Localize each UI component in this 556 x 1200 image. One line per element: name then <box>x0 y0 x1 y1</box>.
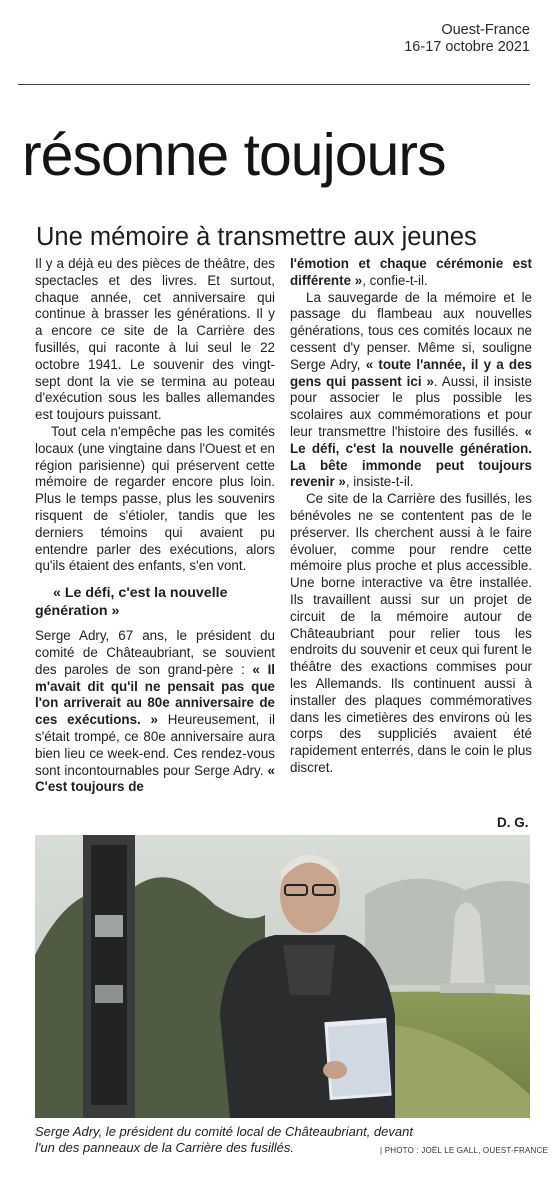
author-signature: D. G. <box>497 815 529 830</box>
photo-caption: Serge Adry, le président du comité local de Châteaubriant, devant l'un des panneaux de la Carrière des fusillés. <box>35 1124 413 1155</box>
photo-credit: | PHOTO : JOËL LE GALL, OUEST-FRANCE <box>380 1146 548 1155</box>
subheadline: Une mémoire à transmettre aux jeunes <box>36 223 477 251</box>
text-run: , confie-t-il. <box>362 272 428 288</box>
text-run: , insiste-t-il. <box>345 474 414 490</box>
intertitle: « Le défi, c'est la nouvelle génération » <box>35 585 228 619</box>
text-run: La sauvegarde de la mémoire et le passage du flambeau aux nouvelles générations, tous ces comités locaux ne cessent d'y penser. Même si, souligne Serge Adry, <box>290 289 532 372</box>
paragraph: Il y a déjà eu des pièces de théâtre, des spectacles et des livres. Et surtout, chaque année, cet anniversaire qui continue à brasser les générations. Il y a encore ce site de la Carrière des fusillés, qui raconte à lui seul le 22 octobre 1941. Le souvenir des vingt-sept dont la vie se termina au poteau d'exécution sous les balles allemandes est toujours puissant. <box>35 256 275 423</box>
paragraph <box>290 256 532 290</box>
header-rule <box>18 84 530 85</box>
publication-date: 16-17 octobre 2021 <box>404 39 530 55</box>
article-column-1 <box>35 256 275 796</box>
headline: résonne toujours <box>22 122 446 188</box>
text-run: Heureusement, il s'était trompé, ce 80e anniversaire aura bien lieu ce week-end. Ces rendez-vous sont incontournables pour Serge Adry. <box>35 712 275 778</box>
quote-run: « Le défi, c'est la nouvelle génération. La bête immonde peut toujours revenir » <box>290 423 532 490</box>
article-photo <box>35 835 530 1118</box>
quote-run: « Il m'avait dit qu'il ne pensait pas que l'on arriverait au 80e anniversaire de ces exécutions. » <box>35 661 276 728</box>
quote-run: « C'est toujours de <box>35 762 275 795</box>
paragraph: Ce site de la Carrière des fusillés, les bénévoles ne se contentent pas de le préserver. Ils cherchent aussi à le faire évoluer, comme pour rendre cette mémoire plus proche et plus accessible. Une borne interactive va être installée. Ils travaillent aussi sur un projet de circuit de la mémoire autour de Châteaubriant pour relier tous les endroits du souvenir et ceux qui furent le théâtre des exactions commises pour les Allemands. Ils continuent aussi à installer des plaques commémoratives dans les cimetières des environs où les corps des suppliciés avaient été rapidement enterrés, dans le coin le plus discret. <box>290 491 532 775</box>
text-run: Serge Adry, 67 ans, le président du comité de Châteaubriant, se souvient des paroles de son grand-père : <box>35 628 275 677</box>
photo-illustration <box>35 835 530 1118</box>
newspaper-name: Ouest-France <box>441 22 530 38</box>
paragraph <box>290 290 532 492</box>
masthead <box>404 22 530 56</box>
text-run: . Aussi, il insiste pour associer le plus possible les scolaires aux commémorations et pour leur transmettre l'histoire des fusillés. <box>290 373 532 439</box>
article-column-2 <box>290 256 532 777</box>
quote-run: l'émotion et chaque cérémonie est différente » <box>290 256 532 288</box>
paragraph <box>35 628 275 796</box>
quote-run: « toute l'année, il y a des gens qui passent ici » <box>290 356 532 389</box>
paragraph: Tout cela n'empêche pas les comités locaux (une vingtaine dans l'Ouest et en région parisienne) qui préservent cette mémoire de regarder encore plus loin. Plus le temps passe, plus les souvenirs risquent de s'étioler, tandis que les derniers témoins qui avaient pu entendre parler des exécutions, alors qu'ils étaient des enfants, s'en vont. <box>35 423 275 574</box>
